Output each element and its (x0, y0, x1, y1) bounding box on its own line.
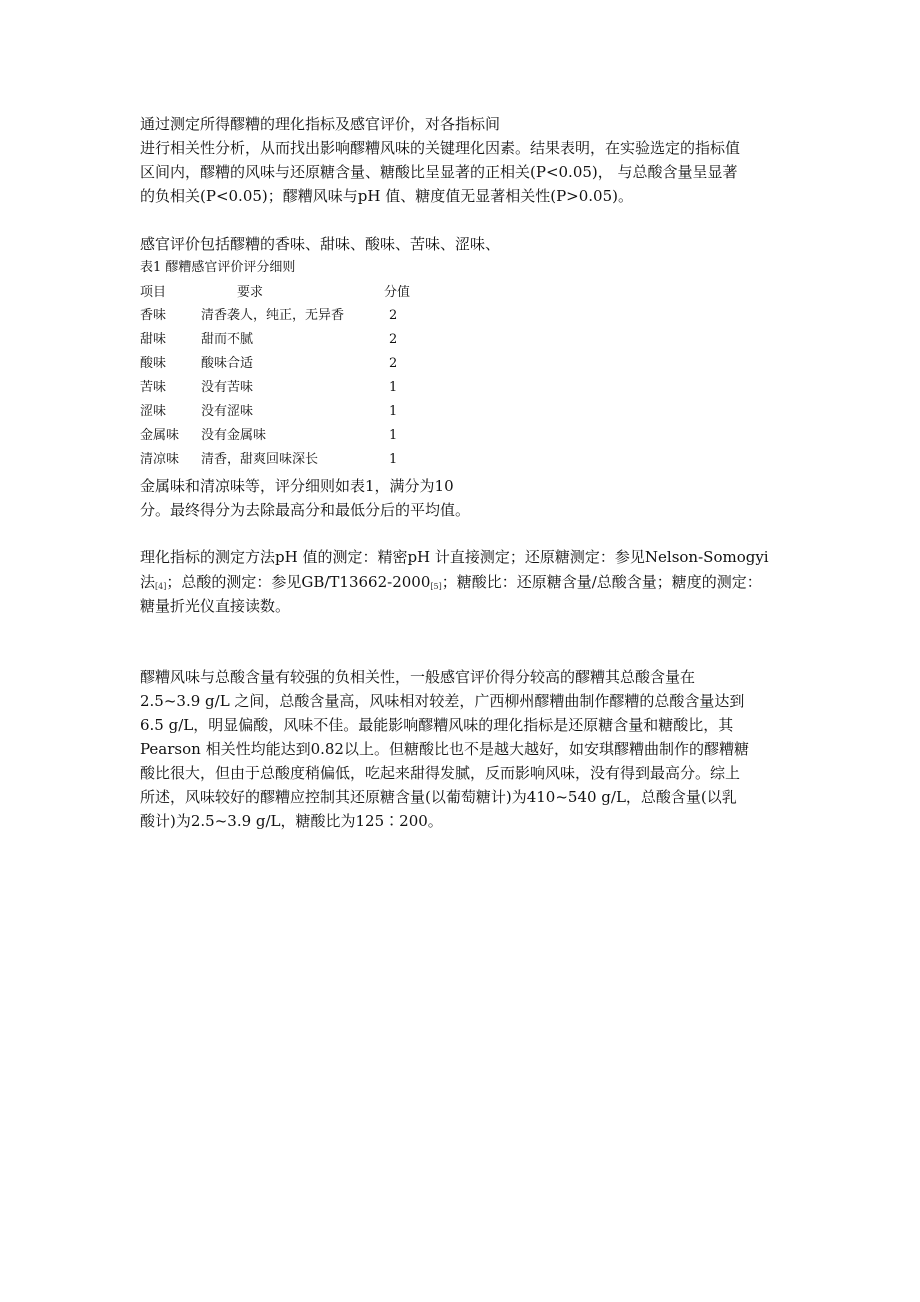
table-row (140, 354, 480, 374)
para4-line1: 醪糟风味与总酸含量有较强的负相关性，一般感官评价得分较高的醪糟其总酸含量在 (140, 668, 696, 686)
table-title: 表1 醪糟感官评价评分细则 (140, 260, 296, 275)
para2-intro: 感官评价包括醪糟的香味、甜味、酸味、苦味、涩味、 (140, 235, 501, 253)
para1-line4: 的负相关(P<0.05)；醪糟风味与pH 值、糖度值无显著相关性(P>0.05)。 (140, 187, 633, 205)
table-cell-req: 清香，甜爽回味深长 (201, 452, 319, 467)
para4-line2: 2.5~3.9 g/L 之间，总酸含量高，风味相对较差，广西柳州醪糟曲制作醪糟的总酸含量达到 (140, 692, 745, 710)
para1-line2: 进行相关性分析，从而找出影响醪糟风味的关键理化因素。结果表明，在实验选定的指标值 (140, 139, 741, 157)
table-cell-score: 1 (389, 428, 398, 443)
table-cell-item: 甜味 (140, 332, 167, 347)
table-cell-score: 1 (389, 452, 398, 467)
table-row (140, 402, 480, 422)
para3-line2a: 法 (140, 573, 156, 591)
table-cell-score: 2 (389, 356, 398, 371)
para2-after1: 金属味和清凉味等，评分细则如表1，满分为10 (140, 477, 454, 495)
table-cell-item: 香味 (140, 308, 167, 323)
table-cell-req: 没有金属味 (201, 428, 267, 443)
reference-4[interactable]: [4] (155, 582, 167, 591)
table-cell-item: 涩味 (140, 404, 167, 419)
table-header-row (140, 283, 480, 303)
reference-5[interactable]: [5] (430, 582, 442, 591)
table-cell-item: 金属味 (140, 428, 180, 443)
table-cell-score: 1 (389, 380, 398, 395)
table-cell-req: 酸味合适 (201, 356, 254, 371)
table-row (140, 306, 480, 326)
para4-line7: 酸计)为2.5~3.9 g/L，糖酸比为125∶200。 (140, 812, 443, 830)
para4-line3: 6.5 g/L，明显偏酸，风味不佳。最能影响醪糟风味的理化指标是还原糖含量和糖酸比，其 (140, 716, 734, 734)
table-cell-req: 没有涩味 (201, 404, 254, 419)
para4-line6: 所述，风味较好的醪糟应控制其还原糖含量(以葡萄糖计)为410~540 g/L，总酸含量(以乳 (140, 788, 737, 806)
table-cell-req: 没有苦味 (201, 380, 254, 395)
table-cell-item: 酸味 (140, 356, 167, 371)
table-cell-item: 苦味 (140, 380, 167, 395)
table-cell-req: 甜而不腻 (201, 332, 254, 347)
table-header-req: 要求 (237, 285, 264, 300)
para3-line2b: ；总酸的测定：参见GB/T13662-2000 (166, 573, 431, 591)
table-cell-item: 清凉味 (140, 452, 180, 467)
table-row (140, 450, 480, 470)
table-cell-score: 1 (389, 404, 398, 419)
para1-line3: 区间内，醪糟的风味与还原糖含量、糖酸比呈显著的正相关(P<0.05)， 与总酸含量呈显著 (140, 163, 738, 181)
table-cell-score: 2 (389, 308, 398, 323)
para3-line3: 糖量折光仪直接读数。 (140, 597, 291, 615)
para3-line2c: ；糖酸比：还原糖含量/总酸含量；糖度的测定： (441, 573, 762, 591)
table-cell-req: 清香袭人，纯正，无异香 (201, 308, 345, 323)
para1-line1: 通过测定所得醪糟的理化指标及感官评价，对各指标间 (140, 115, 501, 133)
para4-line5: 酸比很大，但由于总酸度稍偏低，吃起来甜得发腻，反而影响风味，没有得到最高分。综上 (140, 764, 741, 782)
table-row (140, 378, 480, 398)
table-header-item: 项目 (140, 285, 167, 300)
table-cell-score: 2 (389, 332, 398, 347)
table-row (140, 330, 480, 350)
para3-line1: 理化指标的测定方法pH 值的测定：精密pH 计直接测定；还原糖测定：参见Nelson-Somogyi (140, 548, 769, 566)
para4-line4: Pearson 相关性均能达到0.82以上。但糖酸比也不是越大越好，如安琪醪糟曲制作的醪糟糖 (140, 740, 749, 758)
para2-after2: 分。最终得分为去除最高分和最低分后的平均值。 (140, 501, 471, 519)
table-row (140, 426, 480, 446)
table-header-score: 分值 (384, 285, 411, 300)
